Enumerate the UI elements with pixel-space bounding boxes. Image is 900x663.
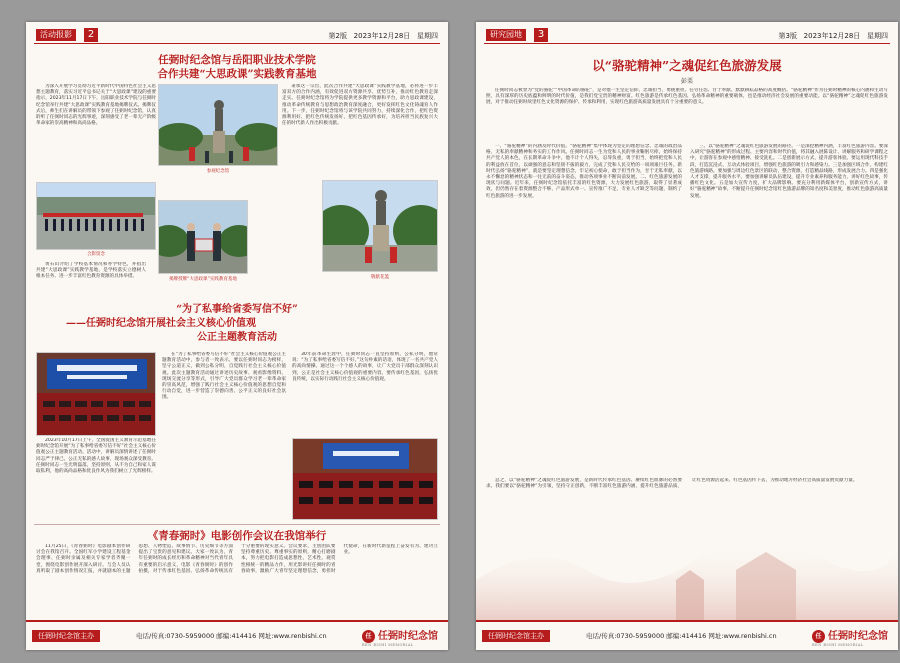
issue-meta <box>779 31 888 41</box>
audience-photo <box>292 438 438 520</box>
page-number: 2 <box>84 28 98 42</box>
article-title-line: 公正主题教育活动 <box>197 332 277 343</box>
logo-text: 任弼时纪念馆 <box>378 631 438 642</box>
page-footer <box>26 620 448 650</box>
page-footer <box>476 620 898 650</box>
issue-date: 2023年12月28日 <box>353 32 411 40</box>
logo-subtext: REN BISHI MEMORIAL <box>362 643 414 647</box>
article-title-line: “为了私事给省委写信不好” <box>176 304 298 315</box>
article-intro: 任弼时同志被誉为“党的骆驼”“中国革命的骆驼”，是对他一生坚定信仰、忠诚担当、勇挑重担、任劳任怨、甘于奉献、默默耕耘品格的高度概括。“骆驼精神”作为任弼时精神的核心内涵和生动写照，具有深厚的历史底蕴和鲜明的时代价值，是我们党宝贵的精神财富。红色旅游是传承红色基因、弘扬革命精神的重要载体，也是推动经济社会发展的重要动能。以“骆驼精神”之魂促红色旅游发展，对于推动任弼时故里红色文化资源的保护、传承和利用，实现红色旅游高质量发展具有十分重要的意义。 <box>486 88 888 106</box>
issue-date: 2023年12月28日 <box>803 32 861 40</box>
article-title: 以“骆驼精神”之魂促红色旅游发展 <box>592 58 782 73</box>
museum-logo <box>362 627 438 647</box>
article-author: 彭栗 <box>680 78 693 85</box>
article-body: 三、以“骆驼精神”之魂促红色旅游发展的路径。一是深挖精神内涵，丰富红色旅游内容。要深入研究“骆驼精神”的形成过程、主要内容和时代价值，将其融入展陈设计、讲解服务和研学课程之中，让游客在参观中感悟精神、接受洗礼。二是创新展示方式，提升游客体验。要运用现代科技手段，打造沉浸式、互动式体验项目，增强红色旅游的吸引力和感染力。三是加强区域合作，构建红色旅游线路。要加强与周边红色景区的联动，整合资源，打造精品线路，形成发展合力。四是强化人才支撑，提升服务水平。要加强讲解员队伍建设，提升专业素养和服务能力，讲好红色故事，传播红色文化。五是加大宣传力度，扩大品牌影响。要充分利用新媒体平台，创新宣传方式，讲好“骆驼精神”故事，不断提升任弼时纪念馆红色旅游品牌的知名度和美誉度，推动红色旅游高质量发展。 <box>690 144 888 199</box>
article-body: 秉承这一宗旨，此次合作共建“大思政课”实践教学基地，必将进一步丰富双方的合作内涵，有效促进双方资源共享、优势互补，推动红色教育走深走实。任弼时纪念馆将为学院提供更多教学资源和平台，助力思政课建设，推动革命传统教育与思想政治教育深度融合，更好发挥红色文化铸魂育人作用。下一步，任弼时纪念馆将与该学院共同努力，持续深化合作，把红色资源利用好、把红色传统发扬好、把红色基因传承好，为培养担当民族复兴大任的时代新人作出积极贡献。 <box>282 84 438 127</box>
newspaper-page-2 <box>26 22 448 650</box>
issue-weekday: 星期四 <box>417 32 438 40</box>
logo-text: 任弼时纪念馆 <box>828 631 888 642</box>
article-body: 11月25日，《青春弼时》电影剧本创作研讨会在我馆召开。全国红军小学建设工程基金会理事、任弼时亲属及相关专家学者齐聚一堂，围绕电影创作展开深入研讨。与会人员认真听取了剧本创作情况汇报，并就剧本的主题思想、人物塑造、故事情节、历史细节等方面提出了宝贵的意见和建议。大家一致认为，青年任弼时的成长经历和革命精神对当代青年具有重要的启示意义，电影《青春弼时》的创作拍摄，对于传承红色基因、弘扬革命传统具有十分重要的现实意义。会议要求，主创团队要坚持尊重历史、尊重事实的原则，精心打磨剧本，努力把电影打造成思想性、艺术性、观赏性相统一的精品力作，用光影讲好任弼时的青春故事，激励广大青年坚定理想信念，勇担时代使命，在新时代新征程上奋发有为、建功立业。 <box>36 544 438 574</box>
footer-contact: 电话/传真:0730-5959000 邮编:414416 网址:www.renbishi.cn <box>586 632 777 640</box>
article-body: 为深入开展学习贯彻习近平新时代中国特色社会主义思想主题教育，落实习近平总书记关于“大思政课”建设的重要指示，2023年11月17日下午，岳阳职业技术学院与任弼时纪念馆举行共建“大思政课”实践教育基地揭牌仪式。揭牌仪式后，师生们在讲解员的带领下参观了任弼时纪念馆，认真聆听了任弼时同志的光辉事迹，深刻感受了老一辈无产阶级革命家的崇高精神和高尚品格。 <box>36 84 156 127</box>
logo-subtext: REN BISHI MEMORIAL <box>812 643 864 647</box>
article-body: 2023年10月17日上午，全国爱国主义教育示范基地任弼时纪念馆开展“为了私事给省委写信不好”社会主义核心价值观公正主题教育活动。活动中，讲解员深情讲述了任弼时同志严于律己、公正无私的感人故事，现场观众深受教育。任弼时同志一生光明磊落，坚持原则，从不为自己和家人谋取私利，他的高尚品格和优良作风为我们树立了光辉榜样。 <box>36 438 156 475</box>
article-title: 《青春弼时》电影创作会议在我馆举行 <box>147 530 327 542</box>
page-header <box>34 28 440 44</box>
footer-brand: 任弼时纪念馆主办 <box>32 630 100 642</box>
ceremony-photo <box>158 84 278 166</box>
photo-caption: 揭牌授牌“大思政课”实践教育基地 <box>169 277 237 282</box>
statue-photo <box>322 180 438 272</box>
section-tag: 活动报影 <box>36 29 76 41</box>
footer-contact: 电话/传真:0730-5959000 邮编:414416 网址:www.renbishi.cn <box>136 632 327 640</box>
museum-logo <box>812 627 888 647</box>
section-tag: 研究园地 <box>486 29 526 41</box>
article-body: 黄石山介绍了学校基本情况和办学特色，并指出共建“大思政课”实践教学基地，是学校落实立德树人根本任务、进一步丰富红色教育资源的具体举措。 <box>36 262 146 280</box>
page-header <box>484 28 890 44</box>
article-title-line: 任弼时纪念馆与岳阳职业技术学院 <box>158 54 316 66</box>
lecture-hall-photo <box>36 352 156 436</box>
page-number: 3 <box>534 28 548 42</box>
photo-caption: 敬献花篮 <box>371 275 389 280</box>
article-body: 一、“骆驼精神”的内涵及时代价值。“骆驼精神”集中体现为坚定的理想信念、忠诚的政治品格、无私的奉献精神和务实的工作作风。任弼时同志一生为党和人民的事业鞠躬尽瘁，始终保持共产党人的本色，在长期革命斗争中，他不计个人得失，忍辱负重，勇于担当，始终把党和人民的利益放在首位，以顽强的意志和坚韧不拔的毅力，完成了党和人民交给的一项项艰巨任务。新时代弘扬“骆驼精神”，就是要坚定理想信念，牢记初心使命，敢于担当作为，甘于无私奉献，以永不懈怠的精神状态和一往无前的奋斗姿态，推动各项事业不断向前发展。二、红色旅游发展的现状与问题。近年来，任弼时纪念馆依托丰富的红色资源，大力发展红色旅游，取得了显著成效，但仍然存在着资源整合不够、产品形式单一、宣传推广不足、专业人才缺乏等问题，制约了红色旅游的进一步发展。 <box>486 144 682 199</box>
section-divider <box>34 524 440 525</box>
photo-caption: 参观纪念馆 <box>206 169 230 174</box>
students-photo <box>36 182 156 250</box>
article-title-line: ——任弼时纪念馆开展社会主义核心价值观 <box>66 318 256 329</box>
article-body: 总之，以“骆驼精神”之魂促红色旅游发展，是新时代传承红色基因、赓续红色血脉的必然要求。我们要以“骆驼精神”为引领，坚持守正创新，不断丰富红色旅游内涵，提升红色旅游品质，让红色资源活起来、红色基因传下去，为推动地方经济社会高质量发展贡献力量。 <box>486 478 858 490</box>
edition-label: 第2版 <box>328 32 347 40</box>
award-photo <box>158 200 248 274</box>
seal-icon: 任 <box>362 630 375 643</box>
issue-weekday: 星期四 <box>867 32 888 40</box>
newspaper-page-3 <box>476 22 898 650</box>
footer-brand: 任弼时纪念馆主办 <box>482 630 550 642</box>
issue-meta <box>329 31 438 41</box>
seal-icon: 任 <box>812 630 825 643</box>
article-body: 在“为了私事给省委写信不好”社会主义核心价值观公正主题教育活动中，参与者一致表示，要以任弼时同志为榜样，坚守公道正义，做到公私分明，自觉践行社会主义核心价值观。此次主题教育活动通过讲述历史故事、观看影像资料、现场交流分享等形式，引导广大党员群众学习老一辈革命家的崇高风范，增强了践行社会主义核心价值观的思想自觉和行动自觉，进一步营造了崇德向善、公平正义的良好社会氛围。 <box>162 352 286 401</box>
article-body: 30年前革命生涯中，任弼时同志一直坚持原则、公私分明，他常说：“为了私事给省委写信不好。”这句朴素的话语，体现了一名共产党人的高尚情操。通过这一个个感人的故事，让广大党员干部群众深刻认识到，公正是社会主义核心价值观的重要内容，要传承红色基因，弘扬优良传统，以实际行动践行社会主义核心价值观。 <box>292 352 438 382</box>
photo-caption: 合影留念 <box>87 252 105 257</box>
article-title-line: 合作共建“大思政课”实践教育基地 <box>157 68 317 80</box>
edition-label: 第3版 <box>778 32 797 40</box>
